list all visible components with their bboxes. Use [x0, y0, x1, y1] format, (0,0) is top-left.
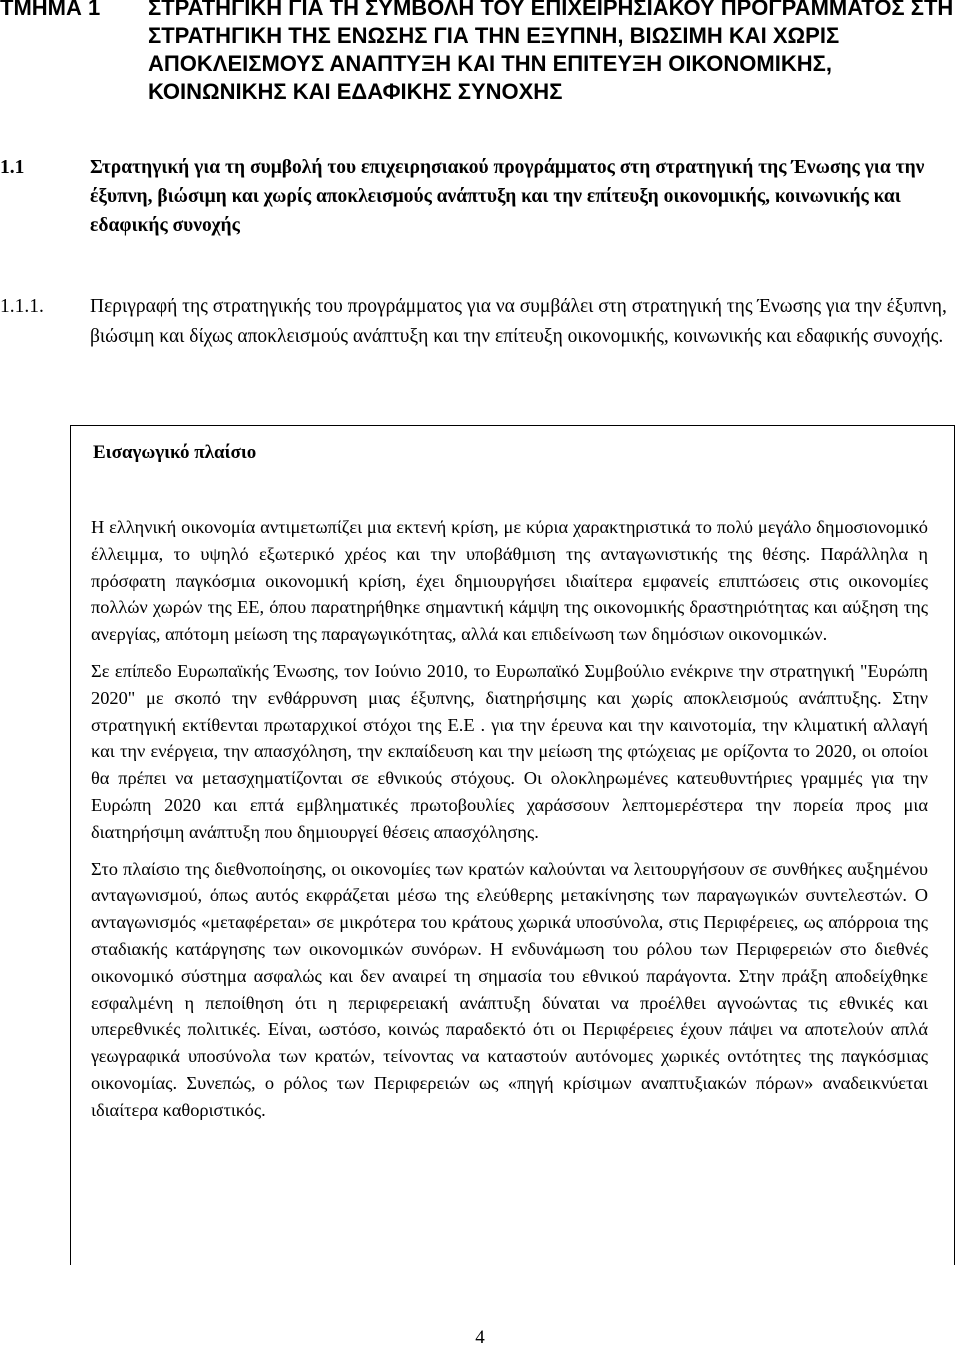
chapter-number: ΤΜΗΜΑ 1 [0, 0, 101, 20]
subsection-number: 1.1.1. [0, 296, 44, 317]
section-number: 1.1 [0, 157, 25, 178]
body-paragraph: Στο πλαίσιο της διεθνοποίησης, οι οικονομίες των κρατών καλούνται να λειτουργήσουν σε συνθήκες αυξημένου ανταγωνισμού, όπως αυτός εκφράζεται μέσω της ελεύθερης μετακίνησης των παραγωγικών συντελεστών. Ο ανταγωνισμός «μεταφέρεται» σε μικρότερα του κράτους χωρικά υποσύνολα, στις Περιφέρειες, ως απόρροια της σταδιακής κατάργησης των οικονομικών συνόρων. Η ενδυνάμωση του ρόλου των Περιφερειών στο διεθνές οικονομικό σύστημα ασφαλώς και δεν αναιρεί τη σημασία του εθνικού παράγοντα. Στην πράξη αποδείχθηκε εσφαλμένη η πεποίθηση ότι η περιφερειακή ανάπτυξη δύναται να προέλθει αγνοώντας τις εθνικές και υπερεθνικές πολιτικές. Είναι, ωστόσο, κοινώς παραδεκτό ότι οι Περιφέρειες έχουν πάψει να αποτελούν απλά γεωγραφικά υποσύνολα των κρατών, τείνοντας να καταστούν αυτόνομες χωρικές οντότητες της παγκόσμιας οικονομίας. Συνεπώς, ο ρόλος των Περιφερειών ως «πηγή κρίσιμων αναπτυξιακών πόρων» αναδεικνύεται ιδιαίτερα καθοριστικός. [91, 858, 928, 1120]
box-body [91, 514, 928, 1134]
section-title: Στρατηγική για τη συμβολή του επιχειρησιακού προγράμματος στη στρατηγική της Ένωσης για την έξυπνη, βιώσιμη και χωρίς αποκλεισμούς ανάπτυξη και την επίτευξη οικονομικής, κοινωνικής και εδαφικής συνοχής [90, 157, 925, 236]
page-number: 4 [475, 1327, 485, 1348]
body-paragraph: Σε επίπεδο Ευρωπαϊκής Ένωσης, τον Ιούνιο 2010, το Ευρωπαϊκό Συμβούλιο ενέκρινε την στρατηγική "Ευρώπη 2020" με σκοπό την ενθάρρυνση μιας έξυπνης, διατηρήσιμης και χωρίς αποκλεισμούς ανάπτυξης. Στην στρατηγική εκτίθενται πρωταρχικοί στόχοι της Ε.Ε . για την έρευνα και την καινοτομία, την κλιματική αλλαγή και την ενέργεια, την απασχόληση, την εκπαίδευση και την μείωση της φτώχειας με ορίζοντα το 2020, οι οποίοι θα πρέπει να μετασχηματίζονται σε εθνικούς στόχους. Οι ολοκληρωμένες κατευθυντήριες γραμμές για την Ευρώπη 2020 και επτά εμβληματικές πρωτοβουλίες χαράσσουν λεπτομερέστερα την πορεία προς μια διατηρήσιμη ανάπτυξη που δημιουργεί θέσεις απασχόλησης. [91, 660, 928, 842]
introductory-box [70, 425, 955, 1265]
chapter-title: ΣΤΡΑΤΗΓΙΚΗ ΓΙΑ ΤΗ ΣΥΜΒΟΛΗ ΤΟΥ ΕΠΙΧΕΙΡΗΣΙΑΚΟΥ ΠΡΟΓΡΑΜΜΑΤΟΣ ΣΤΗ ΣΤΡΑΤΗΓΙΚΗ ΤΗΣ ΕΝΩΣΗΣ ΓΙΑ ΤΗΝ ΕΞΥΠΝΗ, ΒΙΩΣΙΜΗ ΚΑΙ ΧΩΡΙΣ ΑΠΟΚΛΕΙΣΜΟΥΣ ΑΝΑΠΤΥΞΗ ΚΑΙ ΤΗΝ ΕΠΙΤΕΥΞΗ ΟΙΚΟΝΟΜΙΚΗΣ, ΚΟΙΝΩΝΙΚΗΣ ΚΑΙ ΕΔΑΦΙΚΗΣ ΣΥΝΟΧΗΣ [148, 0, 954, 104]
body-paragraph: Η ελληνική οικονομία αντιμετωπίζει μια εκτενή κρίση, με κύρια χαρακτηριστικά το πολύ μεγάλο δημοσιονομικό έλλειμμα, το υψηλό εξωτερικό χρέος και την υποβάθμιση της ανταγωνιστικής της θέσης. Παράλληλα η πρόσφατη παγκόσμια οικονομική κρίση, έχει δημιουργήσει ιδιαίτερα εμφανείς επιπτώσεις στις οικονομίες πολλών χωρών της ΕΕ, όπου παρατηρήθηκε σημαντική κάμψη της οικονομικής δραστηριότητας και αύξηση της ανεργίας, απότομη μείωση της παραγωγικότητας, αλλά και επιδείνωση των δημόσιων οικονομικών. [91, 517, 928, 645]
subsection-title: Περιγραφή της στρατηγικής του προγράμματος για να συμβάλει στη στρατηγική της Ένωσης για την έξυπνη, βιώσιμη και δίχως αποκλεισμούς ανάπτυξη και την επίτευξη οικονομικής, κοινωνικής και εδαφικής συνοχής. [90, 296, 947, 347]
box-title: Εισαγωγικό πλαίσιο [93, 442, 257, 463]
